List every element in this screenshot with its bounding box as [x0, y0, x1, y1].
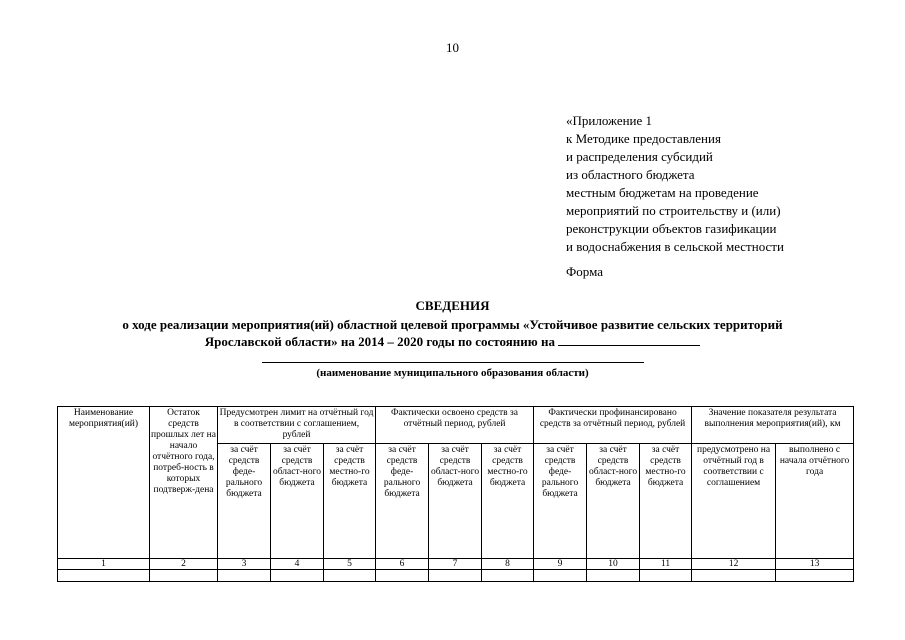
appendix-line: и распределения субсидий — [566, 149, 713, 164]
appendix-line: мероприятий по строительству и (или) — [566, 203, 781, 218]
form-label: Форма — [566, 264, 603, 279]
header-planned: предусмотрено на отчётный год в соответствии с соглашением — [692, 444, 776, 559]
header-local-budget: за счёт средств местно-го бюджета — [640, 444, 692, 559]
table-cell[interactable] — [271, 570, 324, 582]
document-title: СВЕДЕНИЯ — [415, 298, 490, 313]
header-federal-budget: за счёт средств феде-рального бюджета — [218, 444, 271, 559]
table-cell[interactable] — [324, 570, 376, 582]
appendix-line: к Методике предоставления — [566, 131, 721, 146]
table-cell[interactable] — [482, 570, 534, 582]
header-done: выполнено с начала отчётного года — [776, 444, 854, 559]
header-indicator-group: Значение показателя результата выполнения мероприятия(ий), км — [692, 407, 854, 444]
table-cell[interactable] — [692, 570, 776, 582]
table-cell[interactable] — [150, 570, 218, 582]
header-federal-budget: за счёт средств феде-рального бюджета — [376, 444, 429, 559]
column-number: 8 — [482, 559, 534, 570]
subtitle-line-2 — [20, 333, 885, 350]
appendix-line: «Приложение 1 — [566, 113, 653, 128]
report-table — [57, 406, 854, 582]
table-cell[interactable] — [429, 570, 482, 582]
table-cell[interactable] — [534, 570, 587, 582]
appendix-line: и водоснабжения в сельской местности — [566, 239, 784, 254]
column-number: 11 — [640, 559, 692, 570]
appendix-line: из областного бюджета — [566, 167, 695, 182]
column-number: 10 — [587, 559, 640, 570]
column-number: 4 — [271, 559, 324, 570]
header-limit-group: Предусмотрен лимит на отчётный год в соответствии с соглашением, рублей — [218, 407, 376, 444]
column-number: 2 — [150, 559, 218, 570]
document-subtitle — [20, 316, 885, 350]
table-cell[interactable] — [640, 570, 692, 582]
municipality-blank-line[interactable] — [262, 362, 644, 363]
column-number: 6 — [376, 559, 429, 570]
table-header-row — [58, 407, 854, 444]
table-cell[interactable] — [376, 570, 429, 582]
column-number: 5 — [324, 559, 376, 570]
header-spent-group: Фактически освоено средств за отчётный период, рублей — [376, 407, 534, 444]
header-local-budget: за счёт средств местно-го бюджета — [324, 444, 376, 559]
header-regional-budget: за счёт средств област-ного бюджета — [587, 444, 640, 559]
column-number: 3 — [218, 559, 271, 570]
appendix-line: реконструкции объектов газификации — [566, 221, 777, 236]
header-regional-budget: за счёт средств област-ного бюджета — [429, 444, 482, 559]
header-financed-group: Фактически профинансировано средств за отчётный период, рублей — [534, 407, 692, 444]
column-number: 9 — [534, 559, 587, 570]
table-cell[interactable] — [58, 570, 150, 582]
header-federal-budget: за счёт средств феде-рального бюджета — [534, 444, 587, 559]
date-blank-field[interactable] — [558, 333, 700, 346]
header-regional-budget: за счёт средств област-ного бюджета — [271, 444, 324, 559]
table-row — [58, 570, 854, 582]
column-number: 7 — [429, 559, 482, 570]
appendix-note — [566, 112, 784, 256]
municipality-caption: (наименование муниципального образования области) — [316, 367, 589, 379]
subtitle-line-2-text: Ярославской области» на 2014 – 2020 годы по состоянию на — [204, 334, 555, 349]
header-balance: Остаток средств прошлых лет на начало отчётного года, потреб-ность в которых подтверж-дена — [150, 407, 218, 559]
table-cell[interactable] — [587, 570, 640, 582]
column-number: 13 — [776, 559, 854, 570]
subtitle-line-1: о ходе реализации мероприятия(ий) областной целевой программы «Устойчивое развитие сельских территорий — [122, 317, 783, 332]
column-number-row — [58, 559, 854, 570]
page-number: 10 — [446, 40, 459, 55]
appendix-line: местным бюджетам на проведение — [566, 185, 759, 200]
header-local-budget: за счёт средств местно-го бюджета — [482, 444, 534, 559]
column-number: 1 — [58, 559, 150, 570]
header-event-name: Наименование мероприятия(ий) — [58, 407, 150, 559]
column-number: 12 — [692, 559, 776, 570]
table-cell[interactable] — [218, 570, 271, 582]
table-cell[interactable] — [776, 570, 854, 582]
